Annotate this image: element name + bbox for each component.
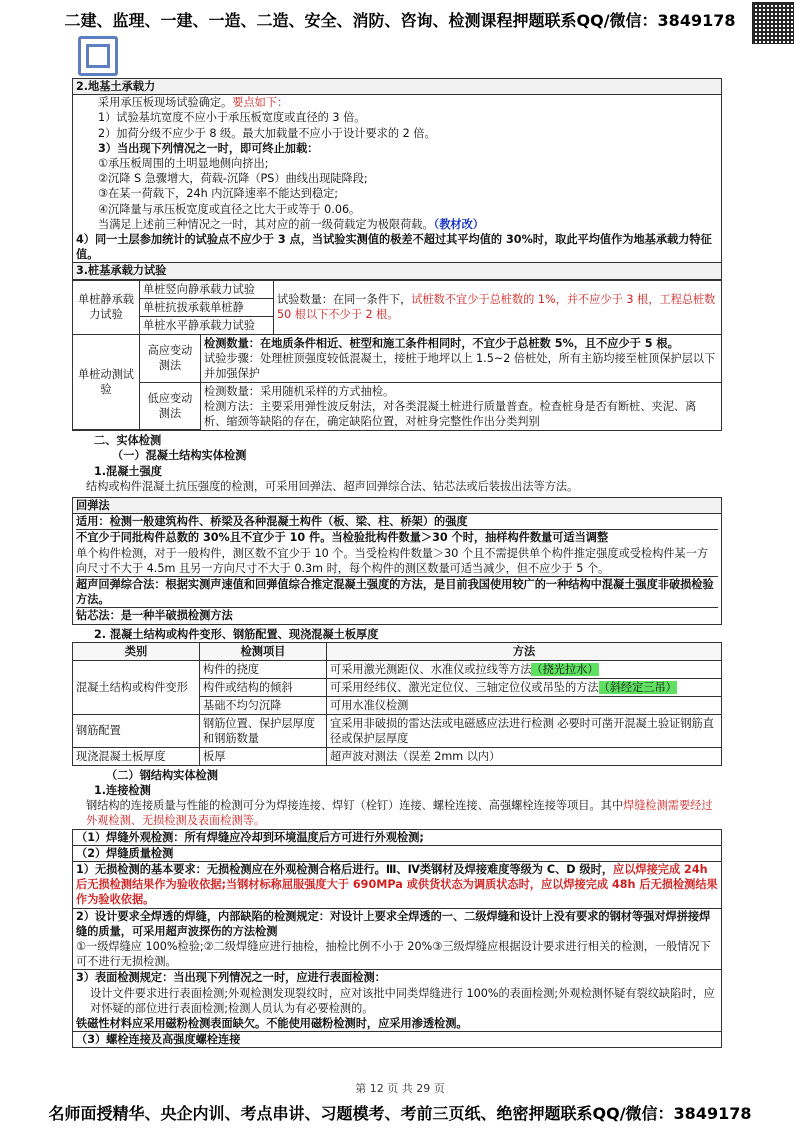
item-rebar: 钢筋位置、保护层厚度和钢筋数量 [200,714,327,747]
rebound-sample: 不宜少于同批构件总数的 30%且不宜少于 10 件。当检验批构件数量＞30 个时，抽样构件数量可适当调整 [76,531,609,545]
col-item: 检测项目 [200,642,327,660]
section-title: 3.桩基承载力试验 [73,263,721,279]
heading-concrete: （一）混凝土结构实体检测 [112,449,247,463]
low-strain-content: 检测数量：采用随机采样的方式抽检。 检测方法：主要采用弹性波反射法，对各类混凝土桩进行质量普查。检查桩身是否有断桩、夹泥、离析、缩颈等缺陷的存在，确定缺陷位置，对桩身完整性作出分类判别 [201,382,722,430]
method-slab: 超声波对测法（误差 2mm 以内） [327,747,722,765]
cond-5: 当满足上述前三种情况之一时，其对应的前一级荷载定为极限荷载。 [98,217,434,231]
top-banner: 二建、监理、一建、一造、二造、安全、消防、咨询、检测课程押题联系QQ/微信：3849178 [64,11,736,30]
section-rebound [72,497,722,625]
item-slab: 板厚 [200,747,327,765]
section-foundation-bearing [72,78,722,263]
ultrasonic-rebound: 超声回弹综合法：根据实测声速值和回弹值综合推定混凝土强度的方法，是目前我国使用较广的一种结构中混凝土强度非破损检验方法。 [76,577,718,608]
static-row-3: 单桩水平静承载力试验 [140,316,274,334]
static-qty: 试验数量：在同一条件下，试桩数不宜少于总桩数的 1%，并不应少于 3 根，工程总桩数 50 根以下不少于 2 根。 [274,280,721,334]
cat-deform: 混凝土结构或构件变形 [73,660,200,714]
ndt-requirements: 1）无损检测的基本要求：无损检测应在外观检测合格后进行。Ⅲ、Ⅳ类钢材及焊接难度等级为 C、D 级时，应以焊接完成 24h 后无损检测结果作为验收依据;当钢材标称屈服强度大于 690MPa 或供货状态为调质状态时，应以焊接完成 48h 后无损检测结果作为验收依据。 [73,862,721,909]
section-steel [72,768,722,829]
cond-1: ①承压板周围的土明显地侧向挤出; [98,157,269,171]
qr-code-icon [752,2,794,44]
low-strain-label: 低应变动测法 [140,382,201,430]
weld-box [72,829,722,1049]
heading-entity: 二、实体检测 [94,434,162,448]
item-deflection: 构件的挠度 [200,660,327,678]
weld-quality: （2）焊缝质量检测 [73,846,721,862]
cond-3: ③在某一荷载下，24h 内沉降速率不能达到稳定; [98,187,339,201]
section-pile-test [72,263,722,431]
intro-text: 采用承压板现场试验确定。 [98,96,233,110]
rebound-title: 回弹法 [73,498,721,514]
col-category: 类别 [73,642,200,660]
bolt-connection: （3）螺栓连接及高强度螺栓连接 [76,1033,241,1047]
logo-icon [78,36,118,76]
point-4: 4）同一土层参加统计的试验点不应少于 3 点，当试验实测值的极差不超过其平均值的 30%时，取此平均值作为地基承载力特征值。 [76,233,712,262]
cond-5-note: （教材改） [433,217,484,231]
method-tilt: 可采用经纬仪、激光定位仪、三轴定位仪或吊坠的方法（斜经定三吊） [327,678,722,696]
connection-intro: 钢结构的连接质量与性能的检测可分为焊接连接、焊钉（栓钉）连接、螺栓连接、高强螺栓连接等项目。其中焊缝检测需要经过外观检测、无损检测及表面检测等。 [86,799,713,828]
dynamic-label: 单桩动测试验 [73,334,140,430]
high-strain-label: 高应变动测法 [140,334,201,382]
cond-4: ④沉降量与承压板宽度或直径之比大于或等于 0.06。 [98,202,361,216]
static-row-1: 单桩竖向静承载力试验 [140,280,274,298]
pile-test-table [73,280,721,431]
core-drilling: 钻芯法：是一种半破损检测方法 [76,609,233,623]
deform-title: 2. 混凝土结构或构件变形、钢筋配置、现浇混凝土板厚度 [94,627,379,641]
static-label: 单桩静承载力试验 [73,280,140,334]
section-entity-check [72,433,722,494]
surface-check: 3）表面检测规定：当出现下列情况之一时，应进行表面检测： 设计文件要求进行表面检测;外观检测发现裂纹时，应对该批中同类焊缝进行 100%的表面检测;外观检测怀疑有裂纹缺陷时，应对怀疑的部位进行表面检测;检测人员认为有必要检测的。 铁磁性材料应采用磁粉检测表面缺欠。不能使用磁粉检测时，应采用渗透检测。 [73,970,721,1032]
intro-red: 要点如下： [232,96,289,110]
high-strain-content: 检测数量：在地质条件相近、桩型和施工条件相同时，不宜少于总桩数 5%，且不应少于 5 根。 试验步骤：处理桩顶强度较低混凝土，接桩于地坪以上 1.5~2 倍桩处，所有主筋均接至桩顶保护层以下并加强保护 [201,334,722,382]
item-settlement: 基础不均匀沉降 [200,696,327,714]
method-settlement: 可用水准仪检测 [327,696,722,714]
point-2: 2）加荷分级不应少于 8 级。最大加载量不应小于设计要求的 2 倍。 [98,126,436,140]
cond-2: ②沉降 S 急骤增大，荷载-沉降（PS）曲线出现陡降段; [98,172,368,186]
full-penetration: 2）设计要求全焊透的焊缝，内部缺陷的检测规定：对设计上要求全焊透的一、二级焊缝和设计上没有要求的钢材等强对焊拼接焊缝的质量，可采用超声波探伤的方法检测 ①一级焊缝应 100%检验;②二级焊缝应进行抽检，抽检比例不小于 20%③三级焊缝应根据设计要求进行相关的检测，一般情况下可不进行无损检测。 [73,909,721,971]
cat-rebar: 钢筋配置 [73,714,200,747]
point-3: 3）当出现下列情况之一时，即可终止加载： [98,141,319,155]
rebound-use: 适用：检测一般建筑构件、桥梁及各种混凝土构件（板、梁、柱、桥架）的强度 [76,514,718,530]
heading-strength: 1.混凝土强度 [94,464,162,478]
page-number: 第 12 页 共 29 页 [355,1082,445,1095]
heading-steel: （二）钢结构实体检测 [106,768,218,782]
point-1: 1）试验基坑宽度不应小于承压板宽度或直径的 3 倍。 [98,111,366,125]
weld-appearance: （1）焊缝外观检测：所有焊缝应冷却到环境温度后方可进行外观检测; [73,830,721,846]
col-method: 方法 [327,642,722,660]
static-row-2: 单桩抗拔承载单桩静 [140,298,274,316]
rebound-zones: 单个构件检测，对于一般构件，测区数不宜少于 10 个。当受检构件数量＞30 个且不需提供单个构件推定强度或受检构件某一方向尺寸不大于 4.5m 且另一方向尺寸不大于 0.3m 时，每个构件的测区数量可适当减少，但不应少于 5 个。 [76,546,718,577]
method-deflection: 可采用激光测距仪、水准仪或拉线等方法（挠光拉水） [327,660,722,678]
bottom-banner: 名师面授精华、央企内训、考点串讲、习题模考、考前三页纸、绝密押题联系QQ/微信：3849178 [48,1104,752,1123]
method-rebar: 宜采用非破损的雷达法或电磁感应法进行检测 必要时可凿开混凝土验证钢筋直径或保护层厚度 [327,714,722,747]
cat-slab: 现浇混凝土板厚度 [73,747,200,765]
section-title: 2.地基土承载力 [73,79,721,95]
deform-table [72,642,722,766]
strength-methods: 结构或构件混凝土抗压强度的检测，可采用回弹法、超声回弹综合法、钻芯法或后装拔出法等方法。 [86,479,579,493]
heading-connection: 1.连接检测 [94,783,151,797]
item-tilt: 构件或结构的倾斜 [200,678,327,696]
document-page [72,78,722,1048]
